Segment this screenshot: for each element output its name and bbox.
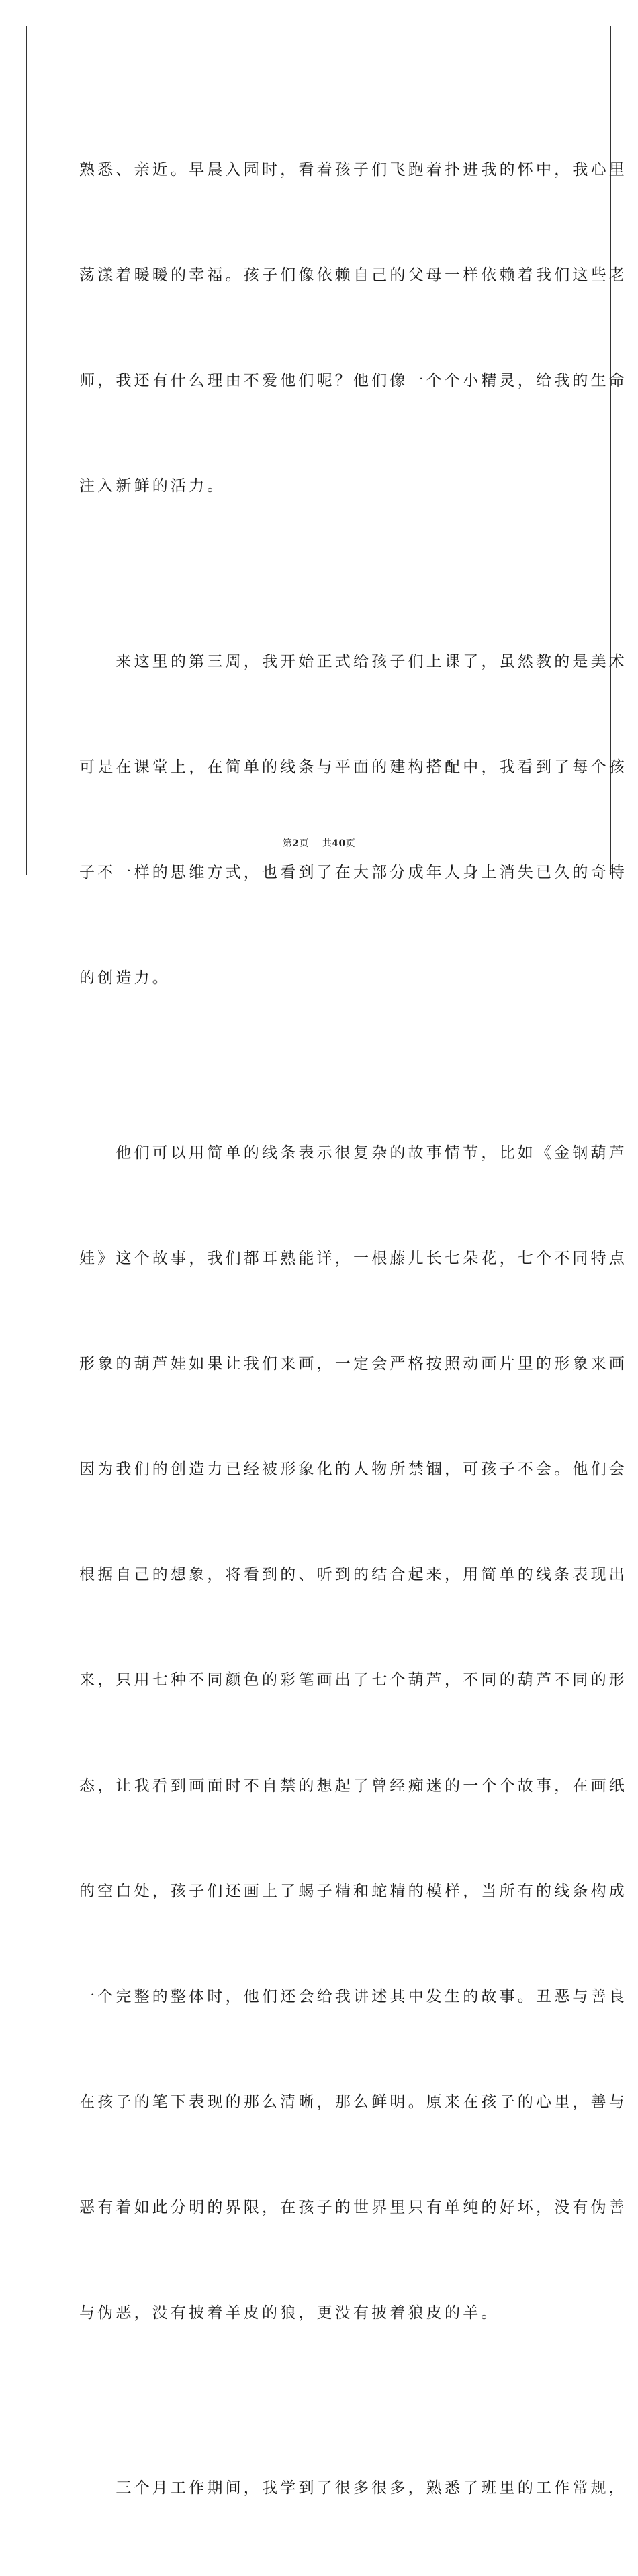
text-line: 根据自己的想象，将看到的、听到的结合起来，用简单的线条表现出: [79, 1566, 627, 1584]
text-line: 因为我们的创造力已经被形象化的人物所禁锢，可孩子不会。他们会: [79, 1460, 627, 1479]
text-line: 子不一样的思维方式，也看到了在大部分成年人身上消失已久的奇特: [79, 863, 627, 881]
total-pages: 40: [332, 838, 346, 849]
text-line: 师，我还有什么理由不爱他们呢？他们像一个个小精灵，给我的生命: [79, 371, 627, 389]
paragraph-2: [79, 574, 627, 1066]
paragraph-3: [79, 1066, 627, 2401]
text-line: 的空白处，孩子们还画上了蝎子精和蛇精的模样，当所有的线条构成: [79, 1882, 627, 1900]
paragraph-1: [79, 82, 627, 574]
text-line: 的创造力。: [79, 969, 171, 987]
page-label-suffix: 页: [299, 838, 309, 849]
text-line: 一个完整的整体时，他们还会给我讲述其中发生的故事。丑恶与善良: [79, 1987, 627, 2005]
text-line: 熟悉、亲近。早晨入园时，看着孩子们飞跑着扑进我的怀中，我心里: [79, 160, 627, 179]
document-body: [79, 82, 627, 2576]
text-line: 来，只用七种不同颜色的彩笔画出了七个葫芦，不同的葫芦不同的形: [79, 1671, 627, 1689]
text-line: 形象的葫芦娃如果让我们来画，一定会严格按照动画片里的形象来画: [79, 1355, 627, 1373]
text-line: 可是在课堂上，在简单的线条与平面的建构搭配中，我看到了每个孩: [79, 758, 627, 776]
text-line: 态，让我看到画面时不自禁的想起了曾经痴迷的一个个故事，在画纸: [79, 1777, 627, 1795]
text-line: 来这里的第三周，我开始正式给孩子们上课了，虽然教的是美术: [79, 652, 627, 671]
text-line: 恶有着如此分明的界限，在孩子的世界里只有单纯的好坏，没有伪善: [79, 2198, 627, 2216]
page-footer: [0, 836, 638, 850]
total-label-prefix: 共: [322, 838, 332, 849]
page-number: 2: [292, 838, 300, 849]
text-line: 荡漾着暖暖的幸福。孩子们像依赖自己的父母一样依赖着我们这些老: [79, 266, 627, 284]
text-line: 他们可以用简单的线条表示很复杂的故事情节，比如《金钢葫芦: [79, 1144, 627, 1162]
paragraph-4: [79, 2401, 627, 2576]
text-line: 与伪恶，没有披着羊皮的狼，更没有披着狼皮的羊。: [79, 2303, 500, 2322]
text-line: 在孩子的笔下表现的那么清晰，那么鲜明。原来在孩子的心里，善与: [79, 2093, 627, 2111]
text-line: 娃》这个故事，我们都耳熟能详，一根藤儿长七朵花，七个不同特点: [79, 1250, 627, 1268]
text-line: 注入新鲜的活力。: [79, 477, 226, 495]
text-line: 三个月工作期间，我学到了很多很多，熟悉了班里的工作常规，: [79, 2479, 627, 2497]
total-label-suffix: 页: [345, 838, 356, 849]
page-label-prefix: 第: [282, 838, 293, 849]
